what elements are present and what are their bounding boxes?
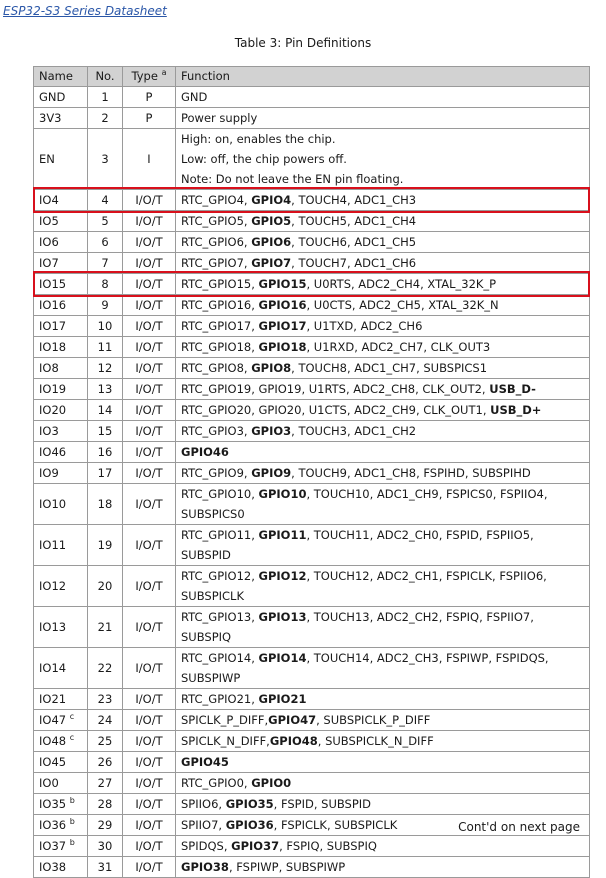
- pin-function-cell: [176, 731, 590, 752]
- table-row: [34, 358, 590, 379]
- pin-function-cell: [176, 337, 590, 358]
- table-row: [34, 752, 590, 773]
- pin-number-cell: 14: [88, 400, 123, 421]
- table-row: [34, 794, 590, 815]
- pin-name-cell: IO46: [34, 442, 88, 463]
- function-text: SPIDQS,: [181, 839, 232, 853]
- pin-number-cell: 2: [88, 108, 123, 129]
- function-line: [181, 149, 584, 169]
- function-text: RTC_GPIO0,: [181, 776, 252, 790]
- pin-name-cell: IO21: [34, 689, 88, 710]
- function-line: [181, 668, 584, 688]
- pin-number-cell: 18: [88, 484, 123, 525]
- pin-function-cell: [176, 648, 590, 689]
- pin-name-cell: IO18: [34, 337, 88, 358]
- pin-type-cell: P: [123, 87, 176, 108]
- pin-function-cell: [176, 295, 590, 316]
- function-text: , TOUCH8, ADC1_CH7, SUBSPICS1: [291, 361, 488, 375]
- pin-name-cell: IO12: [34, 566, 88, 607]
- function-text: RTC_GPIO10,: [181, 487, 259, 501]
- function-text: , TOUCH11, ADC2_CH0, FSPID, FSPIIO5, SUBSPID: [181, 528, 534, 562]
- function-text: RTC_GPIO16,: [181, 298, 259, 312]
- footnote-marker: b: [69, 795, 75, 805]
- pin-number-cell: 31: [88, 857, 123, 878]
- function-text: , FSPID, SUBSPID: [273, 797, 372, 811]
- pin-function-cell: [176, 836, 590, 857]
- pin-function-cell: [176, 857, 590, 878]
- gpio-function-bold: GPIO37: [231, 839, 280, 853]
- function-text: RTC_GPIO5,: [181, 214, 252, 228]
- pin-name-cell: IO0: [34, 773, 88, 794]
- pin-type-cell: I/O/T: [123, 815, 176, 836]
- gpio-function-bold: GPIO45: [181, 755, 229, 769]
- pin-number-cell: 3: [88, 129, 123, 190]
- footnote-marker: b: [69, 837, 75, 847]
- col-header-name: Name: [34, 67, 88, 87]
- table-row: [34, 379, 590, 400]
- function-line: [181, 169, 584, 189]
- pin-type-cell: I/O/T: [123, 484, 176, 525]
- pin-function-cell: [176, 525, 590, 566]
- pin-function-cell: [176, 232, 590, 253]
- table-row: [34, 274, 590, 295]
- function-text: SPICLK_N_DIFF,: [181, 734, 270, 748]
- pin-type-cell: I/O/T: [123, 773, 176, 794]
- pin-function-cell: [176, 442, 590, 463]
- function-text: , FSPIWP, SUBSPIWP: [228, 860, 346, 874]
- pin-type-cell: I/O/T: [123, 689, 176, 710]
- pin-number-cell: 30: [88, 836, 123, 857]
- function-text: RTC_GPIO20, GPIO20, U1CTS, ADC2_CH9, CLK_OUT1,: [181, 403, 491, 417]
- pin-type-cell: I/O/T: [123, 648, 176, 689]
- function-text: SPIIO6,: [181, 797, 226, 811]
- table-row: [34, 689, 590, 710]
- table-row: [34, 211, 590, 232]
- pin-function-cell: [176, 253, 590, 274]
- function-text: Note: Do not leave the EN pin floating.: [181, 172, 404, 186]
- pin-type-cell: I/O/T: [123, 421, 176, 442]
- function-text: , TOUCH6, ADC1_CH5: [291, 235, 417, 249]
- pin-type-cell: I/O/T: [123, 358, 176, 379]
- pin-type-cell: I/O/T: [123, 442, 176, 463]
- gpio-function-bold: USB_D+: [490, 403, 542, 417]
- pin-number-cell: 11: [88, 337, 123, 358]
- table-row: [34, 442, 590, 463]
- pin-function-cell: [176, 607, 590, 648]
- function-text: High: on, enables the chip.: [181, 132, 336, 146]
- table-row: [34, 190, 590, 211]
- function-text: RTC_GPIO19, GPIO19, U1RTS, ADC2_CH8, CLK_OUT2,: [181, 382, 490, 396]
- pin-type-cell: I/O/T: [123, 710, 176, 731]
- table-row: [34, 129, 590, 190]
- pin-function-cell: [176, 358, 590, 379]
- pin-name-cell: GND: [34, 87, 88, 108]
- pin-name-cell: IO17: [34, 316, 88, 337]
- pin-type-cell: I/O/T: [123, 274, 176, 295]
- gpio-function-bold: GPIO0: [251, 776, 292, 790]
- pin-number-cell: 27: [88, 773, 123, 794]
- gpio-function-bold: GPIO10: [258, 487, 307, 501]
- function-text: SUBSPICS0: [181, 507, 245, 521]
- pin-name-cell: IO48 $^c$: [34, 731, 88, 752]
- gpio-function-bold: GPIO48: [269, 734, 318, 748]
- pin-name-cell: IO7: [34, 253, 88, 274]
- gpio-function-bold: GPIO14: [258, 651, 307, 665]
- pin-number-cell: 1: [88, 87, 123, 108]
- pin-number-cell: 6: [88, 232, 123, 253]
- col-header-function: Function: [176, 67, 590, 87]
- pin-number-cell: 4: [88, 190, 123, 211]
- pin-number-cell: 28: [88, 794, 123, 815]
- pin-function-cell: [176, 463, 590, 484]
- pin-name-cell: IO35 $^b$: [34, 794, 88, 815]
- pin-type-cell: I/O/T: [123, 316, 176, 337]
- pin-function-cell: [176, 773, 590, 794]
- pin-number-cell: 8: [88, 274, 123, 295]
- function-text: , SUBSPICLK_P_DIFF: [316, 713, 431, 727]
- pin-type-cell: I/O/T: [123, 337, 176, 358]
- function-text: RTC_GPIO12,: [181, 569, 259, 583]
- pin-type-cell: I/O/T: [123, 857, 176, 878]
- pin-function-cell: [176, 752, 590, 773]
- datasheet-link[interactable]: ESP32-S3 Series Datasheet: [3, 4, 167, 18]
- footnote-marker: c: [69, 711, 75, 721]
- pin-type-cell: I/O/T: [123, 379, 176, 400]
- function-text: RTC_GPIO11,: [181, 528, 259, 542]
- pin-number-cell: 16: [88, 442, 123, 463]
- gpio-function-bold: GPIO6: [251, 235, 292, 249]
- pin-name-cell: IO19: [34, 379, 88, 400]
- pin-function-cell: [176, 190, 590, 211]
- gpio-function-bold: GPIO38: [181, 860, 229, 874]
- function-text: RTC_GPIO18,: [181, 340, 259, 354]
- pin-function-cell: [176, 794, 590, 815]
- pin-name-cell: IO3: [34, 421, 88, 442]
- pin-type-cell: I/O/T: [123, 232, 176, 253]
- pin-function-cell: [176, 129, 590, 190]
- function-text: RTC_GPIO13,: [181, 610, 259, 624]
- table-row: [34, 337, 590, 358]
- pin-name-cell: IO37 $^b$: [34, 836, 88, 857]
- gpio-function-bold: GPIO13: [258, 610, 307, 624]
- pin-type-cell: I/O/T: [123, 566, 176, 607]
- table-row: [34, 566, 590, 607]
- function-text: , TOUCH13, ADC2_CH2, FSPIQ, FSPIIO7, SUBSPIQ: [181, 610, 534, 644]
- pin-name-cell: IO10: [34, 484, 88, 525]
- gpio-function-bold: GPIO15: [258, 277, 307, 291]
- function-text: RTC_GPIO21,: [181, 692, 259, 706]
- gpio-function-bold: GPIO7: [251, 256, 292, 270]
- table-row: [34, 484, 590, 525]
- function-line: [181, 648, 584, 668]
- function-text: RTC_GPIO15,: [181, 277, 259, 291]
- pin-name-cell: EN: [34, 129, 88, 190]
- pin-number-cell: 26: [88, 752, 123, 773]
- function-text: , TOUCH14, ADC2_CH3, FSPIWP, FSPIDQS,: [306, 651, 549, 665]
- function-text: , U0RTS, ADC2_CH4, XTAL_32K_P: [306, 277, 497, 291]
- pin-definitions-table: [33, 66, 590, 878]
- col-header-no: No.: [88, 67, 123, 87]
- table-body: [34, 87, 590, 878]
- pin-function-cell: [176, 400, 590, 421]
- table-row: [34, 253, 590, 274]
- pin-number-cell: 10: [88, 316, 123, 337]
- function-text: , TOUCH9, ADC1_CH8, FSPIHD, SUBSPIHD: [291, 466, 531, 480]
- table-row: [34, 232, 590, 253]
- function-text: SPICLK_P_DIFF,: [181, 713, 269, 727]
- table-row: [34, 316, 590, 337]
- pin-number-cell: 5: [88, 211, 123, 232]
- function-text: GND: [181, 90, 208, 104]
- pin-function-cell: [176, 710, 590, 731]
- gpio-function-bold: GPIO47: [268, 713, 317, 727]
- table-row: [34, 648, 590, 689]
- function-text: SUBSPIWP: [181, 671, 241, 685]
- pin-type-cell: I/O/T: [123, 295, 176, 316]
- pin-function-cell: [176, 484, 590, 525]
- pin-type-cell: I/O/T: [123, 731, 176, 752]
- table-row: [34, 773, 590, 794]
- pin-number-cell: 17: [88, 463, 123, 484]
- function-text: RTC_GPIO9,: [181, 466, 252, 480]
- gpio-function-bold: USB_D-: [489, 382, 536, 396]
- table-row: [34, 421, 590, 442]
- function-text: , U1RXD, ADC2_CH7, CLK_OUT3: [306, 340, 491, 354]
- function-text: , TOUCH12, ADC2_CH1, FSPICLK, FSPIIO6,: [306, 569, 547, 583]
- pin-function-cell: [176, 108, 590, 129]
- function-text: RTC_GPIO8,: [181, 361, 252, 375]
- gpio-function-bold: GPIO4: [251, 193, 292, 207]
- pin-type-cell: I/O/T: [123, 211, 176, 232]
- pin-name-cell: IO11: [34, 525, 88, 566]
- function-text: , FSPICLK, SUBSPICLK: [273, 818, 398, 832]
- gpio-function-bold: GPIO5: [251, 214, 292, 228]
- gpio-function-bold: GPIO16: [258, 298, 307, 312]
- function-text: Power supply: [181, 111, 258, 125]
- footnote-marker: b: [69, 816, 75, 826]
- col-header-type: Type $^a$: [123, 67, 176, 87]
- table-row: [34, 87, 590, 108]
- table-row: [34, 400, 590, 421]
- function-text: , SUBSPICLK_N_DIFF: [317, 734, 434, 748]
- function-text: , TOUCH4, ADC1_CH3: [291, 193, 417, 207]
- pin-name-cell: IO38: [34, 857, 88, 878]
- pin-name-cell: IO16: [34, 295, 88, 316]
- function-text: Low: off, the chip powers off.: [181, 152, 347, 166]
- pin-type-cell: I: [123, 129, 176, 190]
- table-caption: Table 3: Pin Definitions: [234, 36, 372, 50]
- pin-type-cell: I/O/T: [123, 400, 176, 421]
- pin-number-cell: 19: [88, 525, 123, 566]
- table-header-row: [34, 67, 590, 87]
- pin-type-cell: I/O/T: [123, 607, 176, 648]
- function-text: , TOUCH5, ADC1_CH4: [291, 214, 417, 228]
- gpio-function-bold: GPIO9: [251, 466, 292, 480]
- function-line: [181, 129, 584, 149]
- function-text: SPIIO7,: [181, 818, 226, 832]
- gpio-function-bold: GPIO11: [258, 528, 307, 542]
- gpio-function-bold: GPIO3: [251, 424, 292, 438]
- type-footnote-marker: a: [161, 68, 167, 78]
- table-row: [34, 607, 590, 648]
- pin-function-cell: [176, 87, 590, 108]
- pin-name-cell: IO47 $^c$: [34, 710, 88, 731]
- pin-function-cell: [176, 379, 590, 400]
- pin-type-cell: I/O/T: [123, 525, 176, 566]
- function-line: [181, 586, 584, 606]
- pin-type-cell: P: [123, 108, 176, 129]
- pin-number-cell: 24: [88, 710, 123, 731]
- function-text: , FSPIQ, SUBSPIQ: [279, 839, 377, 853]
- continued-note: Cont'd on next page: [458, 820, 580, 834]
- pin-number-cell: 9: [88, 295, 123, 316]
- pin-function-cell: [176, 421, 590, 442]
- pin-name-cell: IO8: [34, 358, 88, 379]
- function-line: [181, 484, 584, 504]
- function-text: RTC_GPIO3,: [181, 424, 252, 438]
- pin-name-cell: IO15: [34, 274, 88, 295]
- table-row: [34, 525, 590, 566]
- pin-type-cell: I/O/T: [123, 836, 176, 857]
- pin-number-cell: 12: [88, 358, 123, 379]
- pin-number-cell: 20: [88, 566, 123, 607]
- gpio-function-bold: GPIO8: [251, 361, 292, 375]
- pin-name-cell: IO5: [34, 211, 88, 232]
- pin-name-cell: IO6: [34, 232, 88, 253]
- pin-name-cell: IO14: [34, 648, 88, 689]
- pin-type-cell: I/O/T: [123, 253, 176, 274]
- table-row: [34, 836, 590, 857]
- function-text: RTC_GPIO14,: [181, 651, 259, 665]
- pin-function-cell: [176, 566, 590, 607]
- pin-function-cell: [176, 689, 590, 710]
- table-row: [34, 108, 590, 129]
- function-line: [181, 504, 584, 524]
- gpio-function-bold: GPIO18: [258, 340, 307, 354]
- gpio-function-bold: GPIO21: [258, 692, 307, 706]
- function-text: , U1TXD, ADC2_CH6: [306, 319, 423, 333]
- function-text: SUBSPICLK: [181, 589, 245, 603]
- pin-function-cell: [176, 274, 590, 295]
- function-text: RTC_GPIO7,: [181, 256, 252, 270]
- table-row: [34, 710, 590, 731]
- pin-name-cell: IO20: [34, 400, 88, 421]
- pin-name-cell: IO4: [34, 190, 88, 211]
- function-text: RTC_GPIO4,: [181, 193, 252, 207]
- function-text: , TOUCH7, ADC1_CH6: [291, 256, 417, 270]
- pin-number-cell: 21: [88, 607, 123, 648]
- footnote-marker: c: [69, 732, 75, 742]
- function-text: , U0CTS, ADC2_CH5, XTAL_32K_N: [306, 298, 499, 312]
- pin-name-cell: IO13: [34, 607, 88, 648]
- function-text: , TOUCH10, ADC1_CH9, FSPICS0, FSPIIO4,: [306, 487, 548, 501]
- table-row: [34, 857, 590, 878]
- pin-number-cell: 29: [88, 815, 123, 836]
- pin-name-cell: IO45: [34, 752, 88, 773]
- pin-function-cell: [176, 211, 590, 232]
- pin-number-cell: 22: [88, 648, 123, 689]
- gpio-function-bold: GPIO35: [225, 797, 274, 811]
- gpio-function-bold: GPIO36: [225, 818, 274, 832]
- gpio-function-bold: GPIO17: [258, 319, 307, 333]
- table-row: [34, 463, 590, 484]
- gpio-function-bold: GPIO12: [258, 569, 307, 583]
- pin-type-cell: I/O/T: [123, 463, 176, 484]
- table-row: [34, 295, 590, 316]
- pin-number-cell: 15: [88, 421, 123, 442]
- pin-number-cell: 7: [88, 253, 123, 274]
- pin-name-cell: 3V3: [34, 108, 88, 129]
- pin-number-cell: 25: [88, 731, 123, 752]
- gpio-function-bold: GPIO46: [181, 445, 229, 459]
- pin-number-cell: 13: [88, 379, 123, 400]
- function-text: RTC_GPIO6,: [181, 235, 252, 249]
- function-line: [181, 566, 584, 586]
- function-text: , TOUCH3, ADC1_CH2: [291, 424, 417, 438]
- pin-type-cell: I/O/T: [123, 752, 176, 773]
- table-row: [34, 731, 590, 752]
- pin-number-cell: 23: [88, 689, 123, 710]
- function-text: RTC_GPIO17,: [181, 319, 259, 333]
- pin-type-cell: I/O/T: [123, 190, 176, 211]
- pin-name-cell: IO9: [34, 463, 88, 484]
- pin-name-cell: IO36 $^b$: [34, 815, 88, 836]
- pin-type-cell: I/O/T: [123, 794, 176, 815]
- pin-function-cell: [176, 316, 590, 337]
